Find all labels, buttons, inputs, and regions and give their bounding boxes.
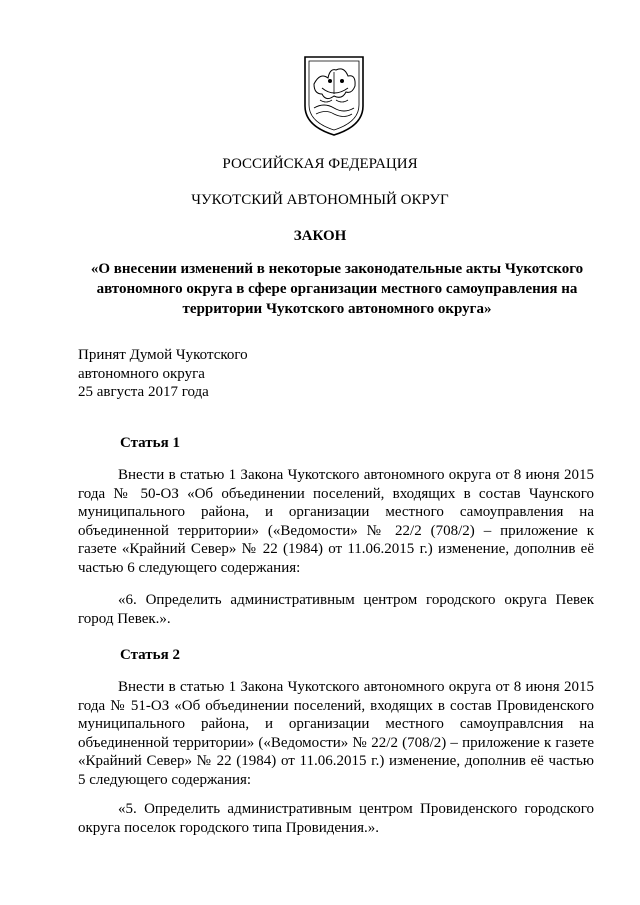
law-title-line: территории Чукотского автономного округа» — [182, 301, 492, 317]
adoption-line: автономного округа — [78, 365, 205, 382]
paragraph-line: Внести в статью 1 Закона Чукотского автономного округа от 8 июня 2015 — [118, 679, 594, 695]
law-title-line: «О внесении изменений в некоторые законодательные акты Чукотского — [90, 261, 584, 277]
paragraph-line: муниципального района, и организации местного самоуправления на — [78, 504, 594, 521]
paragraph-line: «Крайний Север» № 22 (1984) от 11.06.2015 г.) изменение, дополнив её частью — [78, 753, 594, 770]
paragraph-line: года № 51-ОЗ «Об объединении поселений, входящих в состав Провиденского — [78, 697, 594, 714]
paragraph-line: объединенной территории» («Ведомости» № 22/2 (708/2) – приложение к газете — [78, 734, 594, 751]
adoption-info — [78, 346, 248, 402]
article-1-quote — [78, 591, 594, 628]
coat-of-arms-emblem — [302, 54, 366, 138]
adoption-line: Принят Думой Чукотского — [78, 347, 248, 363]
article-2-paragraph — [78, 678, 594, 790]
article-1-paragraph — [78, 466, 594, 578]
quote-line: округа поселок городского типа Провидения.». — [78, 819, 379, 836]
article-1-heading: Статья 1 — [120, 435, 180, 451]
document-type-heading: ЗАКОН — [293, 228, 347, 244]
paragraph-line: Внести в статью 1 Закона Чукотского автономного округа от 8 июня 2015 — [118, 467, 594, 483]
paragraph-line: года № 50-ОЗ «Об объединении поселений, входящих в состав Чаунского — [78, 485, 594, 502]
quote-line: «6. Определить административным центром городского округа Певек — [118, 592, 594, 608]
paragraph-line: газете «Крайний Север» № 22 (1984) от 11.06.2015 г.) изменение, дополнив её — [78, 541, 594, 558]
paragraph-line: муниципального района, и организации местного самоуправлсния на — [78, 716, 594, 733]
country-heading: РОССИЙСКАЯ ФЕДЕРАЦИЯ — [222, 156, 418, 172]
adoption-date: 25 августа 2017 года — [78, 384, 209, 400]
law-title-line: автономного округа в сфере организации местного самоуправления на — [96, 281, 578, 297]
paragraph-line: объединенной территории» («Ведомости» № 22/2 (708/2) – приложение к — [78, 522, 594, 539]
paragraph-line: 5 следующего содержания: — [78, 771, 252, 788]
article-2-heading: Статья 2 — [120, 647, 180, 663]
article-2-quote — [78, 800, 594, 837]
law-title — [80, 259, 594, 319]
paragraph-line: частью 6 следующего содержания: — [78, 559, 301, 576]
quote-line: «5. Определить административным центром Провиденского городского — [118, 801, 594, 817]
quote-line: город Певек.». — [78, 610, 171, 627]
region-heading: ЧУКОТСКИЙ АВТОНОМНЫЙ ОКРУГ — [191, 192, 449, 208]
